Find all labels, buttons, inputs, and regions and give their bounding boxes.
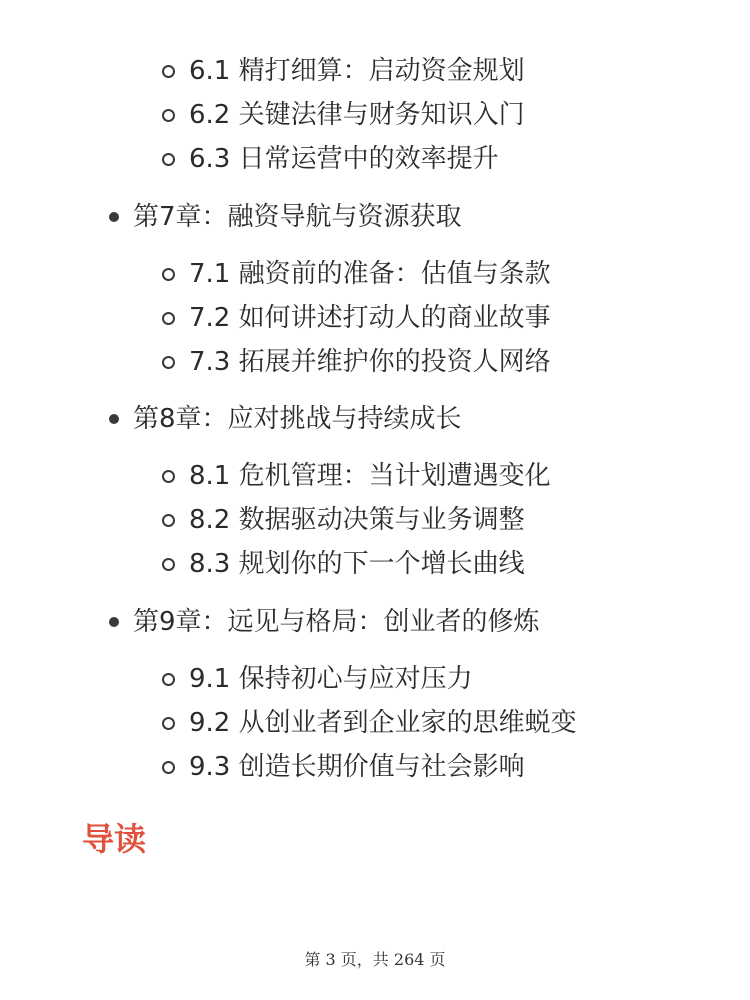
toc-item-label: 9.3 创造长期价值与社会影响 bbox=[189, 752, 525, 782]
toc-item-9-3[interactable] bbox=[162, 747, 525, 787]
hollow-bullet-icon bbox=[162, 673, 175, 686]
hollow-bullet-icon bbox=[162, 312, 175, 325]
hollow-bullet-icon bbox=[162, 65, 175, 78]
toc-item-label: 6.2 关键法律与财务知识入门 bbox=[189, 100, 525, 130]
toc-item-6-2[interactable] bbox=[162, 95, 525, 135]
toc-item-label: 7.3 拓展并维护你的投资人网络 bbox=[189, 347, 551, 377]
toc-item-8-3[interactable] bbox=[162, 544, 525, 584]
toc-item-7-1[interactable] bbox=[162, 254, 551, 294]
toc-chapter-7[interactable] bbox=[109, 197, 462, 237]
hollow-bullet-icon bbox=[162, 153, 175, 166]
page-footer: 第 3 页，共 264 页 bbox=[304, 950, 446, 969]
hollow-bullet-icon bbox=[162, 717, 175, 730]
toc-item-8-2[interactable] bbox=[162, 500, 525, 540]
toc-item-6-1[interactable] bbox=[162, 51, 525, 91]
toc-chapter-label: 第7章：融资导航与资源获取 bbox=[133, 202, 462, 232]
toc-item-7-3[interactable] bbox=[162, 342, 551, 382]
toc-item-label: 8.3 规划你的下一个增长曲线 bbox=[189, 549, 525, 579]
hollow-bullet-icon bbox=[162, 109, 175, 122]
toc-item-8-1[interactable] bbox=[162, 456, 551, 496]
toc-item-label: 9.1 保持初心与应对压力 bbox=[189, 664, 473, 694]
toc-chapter-8[interactable] bbox=[109, 399, 462, 439]
toc-item-9-2[interactable] bbox=[162, 703, 577, 743]
toc-item-label: 6.3 日常运营中的效率提升 bbox=[189, 144, 499, 174]
toc-item-label: 9.2 从创业者到企业家的思维蜕变 bbox=[189, 708, 577, 738]
toc-item-label: 8.2 数据驱动决策与业务调整 bbox=[189, 505, 525, 535]
section-heading-introduction: 导读 bbox=[82, 820, 147, 858]
solid-bullet-icon bbox=[109, 414, 119, 424]
hollow-bullet-icon bbox=[162, 514, 175, 527]
toc-chapter-9[interactable] bbox=[109, 602, 540, 642]
toc-item-label: 7.2 如何讲述打动人的商业故事 bbox=[189, 303, 551, 333]
toc-item-9-1[interactable] bbox=[162, 659, 473, 699]
hollow-bullet-icon bbox=[162, 470, 175, 483]
toc-item-label: 7.1 融资前的准备：估值与条款 bbox=[189, 259, 551, 289]
hollow-bullet-icon bbox=[162, 761, 175, 774]
toc-chapter-label: 第8章：应对挑战与持续成长 bbox=[133, 404, 462, 434]
solid-bullet-icon bbox=[109, 212, 119, 222]
hollow-bullet-icon bbox=[162, 268, 175, 281]
toc-item-6-3[interactable] bbox=[162, 139, 499, 179]
toc-item-7-2[interactable] bbox=[162, 298, 551, 338]
hollow-bullet-icon bbox=[162, 558, 175, 571]
toc-item-label: 6.1 精打细算：启动资金规划 bbox=[189, 56, 525, 86]
toc-chapter-label: 第9章：远见与格局：创业者的修炼 bbox=[133, 607, 540, 637]
hollow-bullet-icon bbox=[162, 356, 175, 369]
toc-item-label: 8.1 危机管理：当计划遭遇变化 bbox=[189, 461, 551, 491]
solid-bullet-icon bbox=[109, 617, 119, 627]
